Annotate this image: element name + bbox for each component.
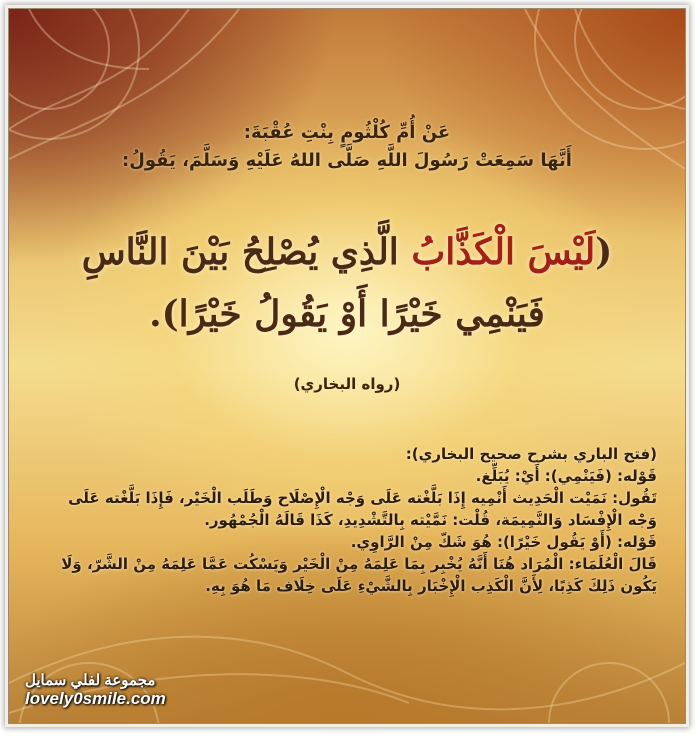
- commentary-line: يَكُون ذَلِكَ كَذِبًا، لِأَنَّ الْكَذِب الْإِخْبَار بِالشَّيْءِ عَلَى خِلَاف مَا هُوَ بِهِ.: [205, 577, 657, 595]
- commentary-line: قَالَ الْعُلَمَاء: الْمُرَاد هُنَا أَنَّهُ يُخْبِر بِمَا عَلِمَهُ مِنْ الْخَيْر وَيَسْكُت عَمَّا عَلِمَهُ مِنْ الشَّرّ، وَلَا: [61, 555, 657, 573]
- narrator-block: [69, 119, 625, 175]
- commentary-line: قَوْله: (فَيَنْمِي): أَيْ: يُبَلِّغ.: [475, 467, 657, 485]
- arabesque-ornament-top-left: [9, 9, 309, 209]
- narrator-line: أَنَّهَا سَمِعَتْ رَسُولَ اللَّهِ صَلَّى اللهُ عَلَيْهِ وَسَلَّمَ، يَقُولُ:: [122, 150, 572, 171]
- narrator-line: عَنْ أُمِّ كُلْثُومٍ بِنْتِ عُقْبَةَ:: [243, 122, 451, 143]
- card-frame: [8, 8, 686, 724]
- watermark-url: lovely0smile.com: [25, 689, 166, 708]
- commentary-line: تَقُول: نَمَيْت الْحَدِيث أَنْمِيه إِذَا بَلَّغْته عَلَى وَجْه الْإِصْلَاح وَطَلَب الْخَيْر، فَإِذَا بَلَّغْته عَلَى: [68, 489, 657, 507]
- hadith-line-1: [39, 221, 655, 283]
- commentary-block: [37, 443, 657, 597]
- hadith-open-paren: (: [595, 231, 613, 273]
- commentary-line: قَوْله: (أَوْ يَقُول خَيْرًا): هُوَ شَكّ مِنْ الرَّاوِي.: [350, 533, 657, 551]
- hadith-line-1-rest: الَّذِي يُصْلِحُ بَيْنَ النَّاسِ: [81, 231, 412, 273]
- hadith-line-2: فَيَنْمِي خَيْرًا أَوْ يَقُولُ خَيْرًا).: [149, 293, 545, 335]
- commentary-line: (فتح الباري بشرح صحيح البخاري):: [405, 445, 657, 463]
- hadith-source: (رواه البخاري): [293, 375, 401, 393]
- site-watermark: [25, 671, 166, 709]
- hadith-highlight: لَيْسَ الْكَذَّابُ: [411, 231, 596, 273]
- hadith-text: [39, 221, 655, 345]
- watermark-arabic: مجموعة لفلي سمايل: [25, 672, 156, 689]
- commentary-line: وَجْه الْإِفْسَاد وَالنَّمِيمَة، قُلْت: نَمَّيْته بِالتَّشْدِيدِ، كَذَا قَالَهُ الْجُمْهُور.: [204, 511, 657, 529]
